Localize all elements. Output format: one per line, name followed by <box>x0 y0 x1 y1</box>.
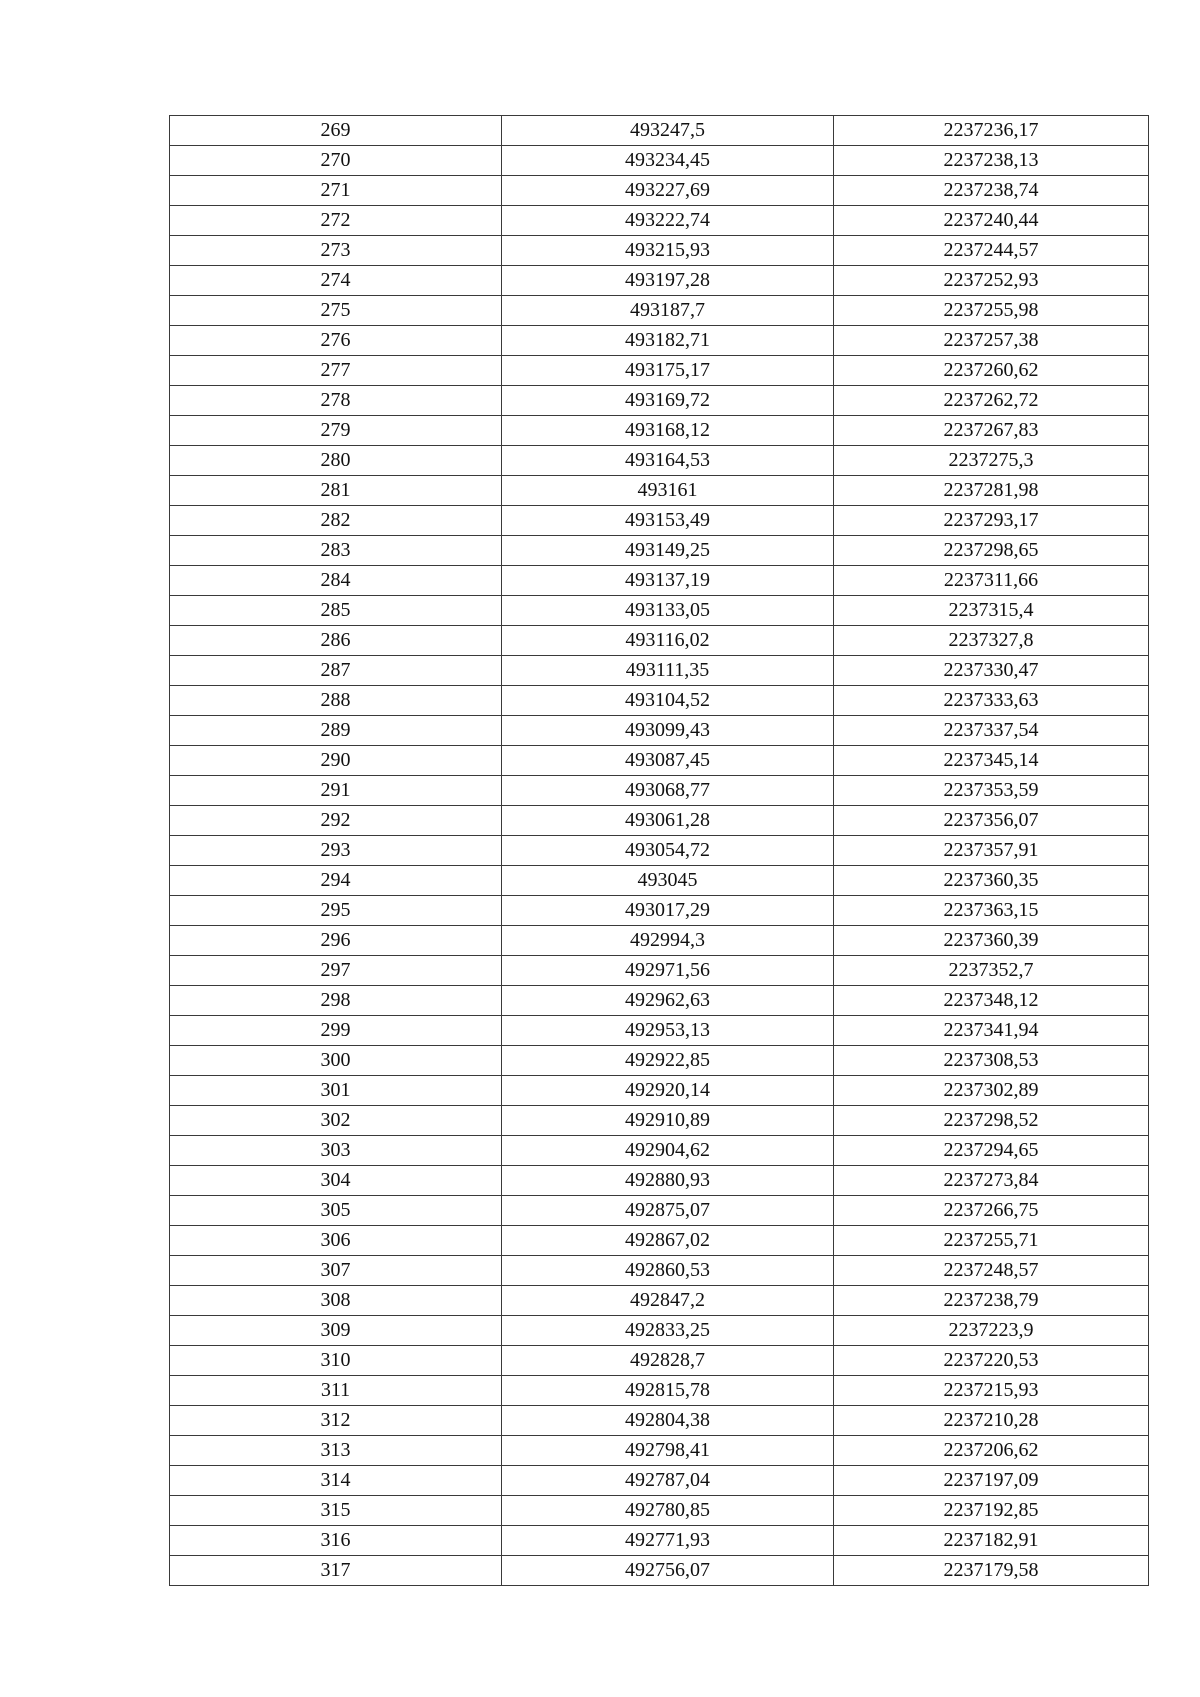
x-coordinate-cell: 493175,17 <box>502 356 834 386</box>
x-coordinate-cell: 493137,19 <box>502 566 834 596</box>
x-coordinate-cell: 493068,77 <box>502 776 834 806</box>
x-coordinate-cell: 493116,02 <box>502 626 834 656</box>
point-number-cell: 273 <box>170 236 502 266</box>
table-row <box>170 1316 1149 1346</box>
table-row <box>170 626 1149 656</box>
y-coordinate-cell: 2237356,07 <box>834 806 1149 836</box>
x-coordinate-cell: 493187,7 <box>502 296 834 326</box>
y-coordinate-cell: 2237294,65 <box>834 1136 1149 1166</box>
point-number-cell: 274 <box>170 266 502 296</box>
x-coordinate-cell: 493164,53 <box>502 446 834 476</box>
x-coordinate-cell: 492860,53 <box>502 1256 834 1286</box>
y-coordinate-cell: 2237281,98 <box>834 476 1149 506</box>
y-coordinate-cell: 2237275,3 <box>834 446 1149 476</box>
point-number-cell: 271 <box>170 176 502 206</box>
table-row <box>170 806 1149 836</box>
x-coordinate-cell: 493153,49 <box>502 506 834 536</box>
x-coordinate-cell: 493111,35 <box>502 656 834 686</box>
x-coordinate-cell: 492904,62 <box>502 1136 834 1166</box>
x-coordinate-cell: 493222,74 <box>502 206 834 236</box>
x-coordinate-cell: 493045 <box>502 866 834 896</box>
y-coordinate-cell: 2237352,7 <box>834 956 1149 986</box>
y-coordinate-cell: 2237266,75 <box>834 1196 1149 1226</box>
table-row <box>170 1196 1149 1226</box>
y-coordinate-cell: 2237293,17 <box>834 506 1149 536</box>
x-coordinate-cell: 492962,63 <box>502 986 834 1016</box>
x-coordinate-cell: 492815,78 <box>502 1376 834 1406</box>
table-row <box>170 746 1149 776</box>
y-coordinate-cell: 2237238,13 <box>834 146 1149 176</box>
table-row <box>170 1556 1149 1586</box>
y-coordinate-cell: 2237223,9 <box>834 1316 1149 1346</box>
x-coordinate-cell: 493197,28 <box>502 266 834 296</box>
y-coordinate-cell: 2237363,15 <box>834 896 1149 926</box>
y-coordinate-cell: 2237315,4 <box>834 596 1149 626</box>
point-number-cell: 305 <box>170 1196 502 1226</box>
table-row <box>170 1226 1149 1256</box>
table-row <box>170 176 1149 206</box>
point-number-cell: 283 <box>170 536 502 566</box>
x-coordinate-cell: 493133,05 <box>502 596 834 626</box>
x-coordinate-cell: 492910,89 <box>502 1106 834 1136</box>
x-coordinate-cell: 492787,04 <box>502 1466 834 1496</box>
point-number-cell: 290 <box>170 746 502 776</box>
y-coordinate-cell: 2237298,52 <box>834 1106 1149 1136</box>
x-coordinate-cell: 492833,25 <box>502 1316 834 1346</box>
point-number-cell: 302 <box>170 1106 502 1136</box>
y-coordinate-cell: 2237337,54 <box>834 716 1149 746</box>
table-row <box>170 1076 1149 1106</box>
y-coordinate-cell: 2237206,62 <box>834 1436 1149 1466</box>
y-coordinate-cell: 2237311,66 <box>834 566 1149 596</box>
y-coordinate-cell: 2237257,38 <box>834 326 1149 356</box>
x-coordinate-cell: 493104,52 <box>502 686 834 716</box>
x-coordinate-cell: 493017,29 <box>502 896 834 926</box>
table-row <box>170 1466 1149 1496</box>
point-number-cell: 311 <box>170 1376 502 1406</box>
y-coordinate-cell: 2237308,53 <box>834 1046 1149 1076</box>
point-number-cell: 298 <box>170 986 502 1016</box>
y-coordinate-cell: 2237348,12 <box>834 986 1149 1016</box>
x-coordinate-cell: 492771,93 <box>502 1526 834 1556</box>
y-coordinate-cell: 2237238,79 <box>834 1286 1149 1316</box>
point-number-cell: 269 <box>170 116 502 146</box>
point-number-cell: 270 <box>170 146 502 176</box>
x-coordinate-cell: 493087,45 <box>502 746 834 776</box>
y-coordinate-cell: 2237353,59 <box>834 776 1149 806</box>
y-coordinate-cell: 2237262,72 <box>834 386 1149 416</box>
table-row <box>170 776 1149 806</box>
point-number-cell: 277 <box>170 356 502 386</box>
x-coordinate-cell: 493247,5 <box>502 116 834 146</box>
point-number-cell: 292 <box>170 806 502 836</box>
x-coordinate-cell: 492847,2 <box>502 1286 834 1316</box>
y-coordinate-cell: 2237298,65 <box>834 536 1149 566</box>
x-coordinate-cell: 492880,93 <box>502 1166 834 1196</box>
point-number-cell: 289 <box>170 716 502 746</box>
table-row <box>170 146 1149 176</box>
y-coordinate-cell: 2237179,58 <box>834 1556 1149 1586</box>
x-coordinate-cell: 492780,85 <box>502 1496 834 1526</box>
table-row <box>170 866 1149 896</box>
point-number-cell: 284 <box>170 566 502 596</box>
table-row <box>170 1346 1149 1376</box>
x-coordinate-cell: 492922,85 <box>502 1046 834 1076</box>
point-number-cell: 301 <box>170 1076 502 1106</box>
table-row <box>170 1136 1149 1166</box>
point-number-cell: 291 <box>170 776 502 806</box>
y-coordinate-cell: 2237240,44 <box>834 206 1149 236</box>
point-number-cell: 281 <box>170 476 502 506</box>
table-row <box>170 1106 1149 1136</box>
y-coordinate-cell: 2237238,74 <box>834 176 1149 206</box>
x-coordinate-cell: 493149,25 <box>502 536 834 566</box>
table-row <box>170 416 1149 446</box>
y-coordinate-cell: 2237345,14 <box>834 746 1149 776</box>
point-number-cell: 276 <box>170 326 502 356</box>
point-number-cell: 296 <box>170 926 502 956</box>
point-number-cell: 316 <box>170 1526 502 1556</box>
point-number-cell: 278 <box>170 386 502 416</box>
point-number-cell: 287 <box>170 656 502 686</box>
point-number-cell: 275 <box>170 296 502 326</box>
point-number-cell: 279 <box>170 416 502 446</box>
point-number-cell: 308 <box>170 1286 502 1316</box>
table-row <box>170 656 1149 686</box>
x-coordinate-cell: 493161 <box>502 476 834 506</box>
table-row <box>170 926 1149 956</box>
point-number-cell: 306 <box>170 1226 502 1256</box>
y-coordinate-cell: 2237244,57 <box>834 236 1149 266</box>
y-coordinate-cell: 2237260,62 <box>834 356 1149 386</box>
point-number-cell: 315 <box>170 1496 502 1526</box>
y-coordinate-cell: 2237255,98 <box>834 296 1149 326</box>
y-coordinate-cell: 2237182,91 <box>834 1526 1149 1556</box>
point-number-cell: 304 <box>170 1166 502 1196</box>
y-coordinate-cell: 2237192,85 <box>834 1496 1149 1526</box>
x-coordinate-cell: 493227,69 <box>502 176 834 206</box>
point-number-cell: 294 <box>170 866 502 896</box>
coordinates-table <box>169 115 1149 1586</box>
y-coordinate-cell: 2237360,39 <box>834 926 1149 956</box>
y-coordinate-cell: 2237215,93 <box>834 1376 1149 1406</box>
point-number-cell: 286 <box>170 626 502 656</box>
table-row <box>170 476 1149 506</box>
table-row <box>170 986 1149 1016</box>
y-coordinate-cell: 2237330,47 <box>834 656 1149 686</box>
table-row <box>170 836 1149 866</box>
x-coordinate-cell: 493099,43 <box>502 716 834 746</box>
point-number-cell: 314 <box>170 1466 502 1496</box>
table-row <box>170 896 1149 926</box>
table-row <box>170 596 1149 626</box>
y-coordinate-cell: 2237210,28 <box>834 1406 1149 1436</box>
point-number-cell: 295 <box>170 896 502 926</box>
point-number-cell: 300 <box>170 1046 502 1076</box>
table-row <box>170 686 1149 716</box>
x-coordinate-cell: 492756,07 <box>502 1556 834 1586</box>
table-row <box>170 356 1149 386</box>
x-coordinate-cell: 492828,7 <box>502 1346 834 1376</box>
point-number-cell: 272 <box>170 206 502 236</box>
table-row <box>170 1436 1149 1466</box>
point-number-cell: 317 <box>170 1556 502 1586</box>
x-coordinate-cell: 493234,45 <box>502 146 834 176</box>
point-number-cell: 309 <box>170 1316 502 1346</box>
x-coordinate-cell: 492953,13 <box>502 1016 834 1046</box>
point-number-cell: 312 <box>170 1406 502 1436</box>
y-coordinate-cell: 2237360,35 <box>834 866 1149 896</box>
point-number-cell: 310 <box>170 1346 502 1376</box>
coordinates-table-body <box>170 116 1149 1586</box>
point-number-cell: 299 <box>170 1016 502 1046</box>
x-coordinate-cell: 492804,38 <box>502 1406 834 1436</box>
y-coordinate-cell: 2237357,91 <box>834 836 1149 866</box>
y-coordinate-cell: 2237267,83 <box>834 416 1149 446</box>
x-coordinate-cell: 493182,71 <box>502 326 834 356</box>
x-coordinate-cell: 493061,28 <box>502 806 834 836</box>
y-coordinate-cell: 2237273,84 <box>834 1166 1149 1196</box>
y-coordinate-cell: 2237197,09 <box>834 1466 1149 1496</box>
table-row <box>170 236 1149 266</box>
y-coordinate-cell: 2237255,71 <box>834 1226 1149 1256</box>
table-row <box>170 536 1149 566</box>
table-row <box>170 1286 1149 1316</box>
table-row <box>170 566 1149 596</box>
table-row <box>170 956 1149 986</box>
x-coordinate-cell: 492798,41 <box>502 1436 834 1466</box>
table-row <box>170 326 1149 356</box>
point-number-cell: 307 <box>170 1256 502 1286</box>
y-coordinate-cell: 2237341,94 <box>834 1016 1149 1046</box>
x-coordinate-cell: 493168,12 <box>502 416 834 446</box>
x-coordinate-cell: 493169,72 <box>502 386 834 416</box>
point-number-cell: 313 <box>170 1436 502 1466</box>
point-number-cell: 303 <box>170 1136 502 1166</box>
point-number-cell: 280 <box>170 446 502 476</box>
table-row <box>170 116 1149 146</box>
point-number-cell: 288 <box>170 686 502 716</box>
table-row <box>170 1256 1149 1286</box>
table-row <box>170 446 1149 476</box>
y-coordinate-cell: 2237220,53 <box>834 1346 1149 1376</box>
table-row <box>170 506 1149 536</box>
point-number-cell: 282 <box>170 506 502 536</box>
y-coordinate-cell: 2237302,89 <box>834 1076 1149 1106</box>
x-coordinate-cell: 492920,14 <box>502 1076 834 1106</box>
point-number-cell: 293 <box>170 836 502 866</box>
table-row <box>170 1016 1149 1046</box>
y-coordinate-cell: 2237248,57 <box>834 1256 1149 1286</box>
table-row <box>170 296 1149 326</box>
x-coordinate-cell: 493215,93 <box>502 236 834 266</box>
table-row <box>170 1166 1149 1196</box>
point-number-cell: 297 <box>170 956 502 986</box>
x-coordinate-cell: 492971,56 <box>502 956 834 986</box>
x-coordinate-cell: 493054,72 <box>502 836 834 866</box>
y-coordinate-cell: 2237333,63 <box>834 686 1149 716</box>
y-coordinate-cell: 2237327,8 <box>834 626 1149 656</box>
table-row <box>170 206 1149 236</box>
x-coordinate-cell: 492994,3 <box>502 926 834 956</box>
x-coordinate-cell: 492875,07 <box>502 1196 834 1226</box>
table-row <box>170 1376 1149 1406</box>
x-coordinate-cell: 492867,02 <box>502 1226 834 1256</box>
point-number-cell: 285 <box>170 596 502 626</box>
table-row <box>170 266 1149 296</box>
table-row <box>170 1496 1149 1526</box>
y-coordinate-cell: 2237252,93 <box>834 266 1149 296</box>
table-row <box>170 716 1149 746</box>
table-row <box>170 1526 1149 1556</box>
y-coordinate-cell: 2237236,17 <box>834 116 1149 146</box>
table-row <box>170 386 1149 416</box>
table-row <box>170 1046 1149 1076</box>
table-row <box>170 1406 1149 1436</box>
